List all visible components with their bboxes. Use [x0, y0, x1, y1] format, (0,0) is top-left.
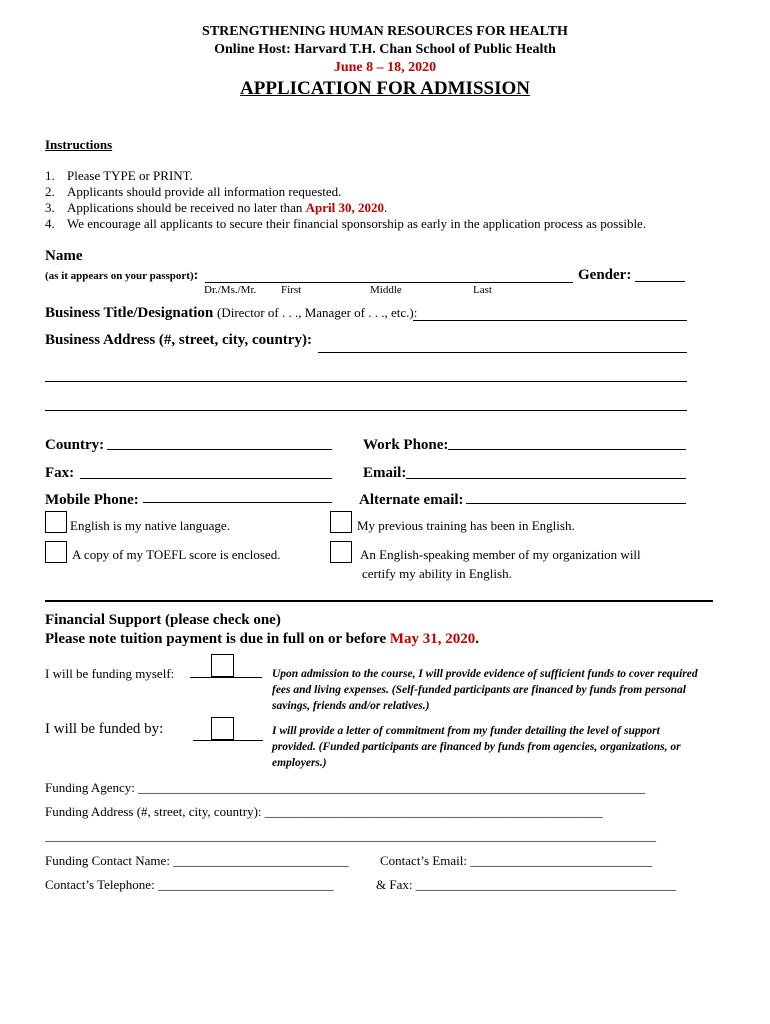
self-funded-checkbox[interactable] — [211, 654, 234, 677]
fax-label: Fax: — [45, 465, 75, 481]
page-title: APPLICATION FOR ADMISSION — [240, 78, 530, 99]
item-text-part: Applications should be received no later than — [67, 200, 306, 215]
alternate-email-label: Alternate email: — [359, 492, 464, 508]
previous-training-label: My previous training has been in English. — [357, 518, 575, 533]
instruction-item — [45, 216, 647, 232]
tuition-due-date: May 31, 2020 — [389, 631, 476, 647]
name-colon: : — [193, 268, 199, 283]
item-number: 4. — [45, 216, 55, 231]
item-number: 2. — [45, 184, 55, 199]
business-address-line2[interactable] — [45, 381, 687, 382]
gender-label: Gender: — [578, 267, 632, 283]
country-field[interactable] — [107, 449, 332, 450]
name-sublabel-text: (as it appears on your passport) — [45, 270, 194, 282]
item-text: Applicants should provide all information requested. — [67, 184, 342, 199]
business-address-label: Business Address (#, street, city, country): — [45, 332, 312, 348]
native-english-checkbox[interactable] — [45, 511, 67, 533]
funding-agency-field[interactable]: Funding Agency: ______________________________________________________________________________ — [45, 780, 646, 795]
instruction-item — [45, 168, 193, 184]
member-certify-checkbox[interactable] — [330, 541, 352, 563]
contact-fax-field[interactable]: & Fax: ________________________________________ — [376, 877, 676, 892]
member-certify-label-1: An English-speaking member of my organization will — [360, 547, 641, 562]
deadline-date: April 30, 2020 — [305, 200, 384, 215]
funding-contact-name-field[interactable]: Funding Contact Name: ___________________________ — [45, 853, 349, 868]
gender-field[interactable] — [635, 281, 685, 282]
financial-heading: Financial Support (please check one) — [45, 612, 281, 628]
header-line2: Online Host: Harvard T.H. Chan School of Public Health — [214, 42, 556, 57]
instructions-heading: Instructions — [45, 137, 113, 152]
section-divider — [45, 600, 713, 602]
email-label: Email: — [363, 465, 407, 481]
member-certify-label-2: certify my ability in English. — [362, 566, 512, 581]
previous-training-checkbox[interactable] — [330, 511, 352, 533]
contact-email-field[interactable]: Contact’s Email: ____________________________ — [380, 853, 653, 868]
item-number: 1. — [45, 168, 55, 183]
funded-by-underline — [193, 740, 263, 741]
instruction-item — [45, 184, 342, 200]
business-address-line3[interactable] — [45, 410, 687, 411]
name-subfield-first: First — [281, 284, 302, 296]
native-english-label: English is my native language. — [70, 518, 230, 533]
item-number: 3. — [45, 200, 55, 215]
business-address-field[interactable] — [318, 352, 687, 353]
business-title-field[interactable] — [413, 320, 687, 321]
funding-address-field[interactable]: Funding Address (#, street, city, country): ____________________________________________________ — [45, 804, 603, 819]
mobile-phone-label: Mobile Phone: — [45, 492, 139, 508]
item-text: Please TYPE or PRINT. — [67, 168, 193, 183]
contact-telephone-field[interactable]: Contact’s Telephone: ___________________________ — [45, 877, 334, 892]
email-field[interactable] — [406, 478, 686, 479]
header-dates: June 8 – 18, 2020 — [333, 60, 437, 75]
name-subfield-last: Last — [473, 284, 492, 296]
fax-field[interactable] — [80, 478, 332, 479]
name-sublabel — [45, 268, 198, 284]
name-subfield-middle: Middle — [370, 284, 402, 296]
name-subfield-title: Dr./Ms./Mr. — [204, 284, 257, 296]
funding-address-line2[interactable]: ______________________________________________________________________________________________ — [45, 828, 656, 843]
mobile-phone-field[interactable] — [143, 502, 332, 503]
business-title-label: Business Title/Designation — [45, 305, 214, 321]
self-funded-underline — [190, 677, 262, 678]
funded-by-description: I will provide a letter of commitment from my funder detailing the level of support provided. (Funded participants are financed by funds from agencies, organizations, or employers.) — [272, 725, 681, 769]
country-label: Country: — [45, 437, 105, 453]
alternate-email-field[interactable] — [466, 503, 686, 504]
item-text: We encourage all applicants to secure their financial sponsorship as early in the application process as possible. — [67, 216, 647, 231]
business-title-hint: (Director of . . ., Manager of . . ., etc.): — [217, 305, 418, 320]
toefl-checkbox[interactable] — [45, 541, 67, 563]
funded-by-checkbox[interactable] — [211, 717, 234, 740]
self-funded-description: Upon admission to the course, I will provide evidence of sufficient funds to cover required fees and living expenses. (Self-funded participants are financed by funds from personal savings, friends and/or relatives.) — [272, 668, 698, 712]
name-label: Name — [45, 248, 83, 264]
header-line1: STRENGTHENING HUMAN RESOURCES FOR HEALTH — [202, 24, 568, 39]
work-phone-field[interactable] — [448, 449, 686, 450]
tuition-note-text: Please note tuition payment is due in full on or before — [45, 631, 390, 647]
self-funded-label: I will be funding myself: — [45, 666, 175, 681]
business-title-row — [45, 305, 417, 322]
item-text — [67, 200, 387, 216]
toefl-label: A copy of my TOEFL score is enclosed. — [72, 547, 281, 562]
funded-by-text: I will be funded by: — [45, 721, 164, 737]
instruction-item — [45, 200, 388, 216]
work-phone-label: Work Phone: — [363, 437, 449, 453]
funded-by-label — [45, 721, 163, 738]
name-field[interactable] — [205, 282, 573, 283]
tuition-note-end: . — [475, 631, 480, 647]
item-text-end: . — [384, 200, 388, 215]
tuition-note — [45, 631, 479, 648]
